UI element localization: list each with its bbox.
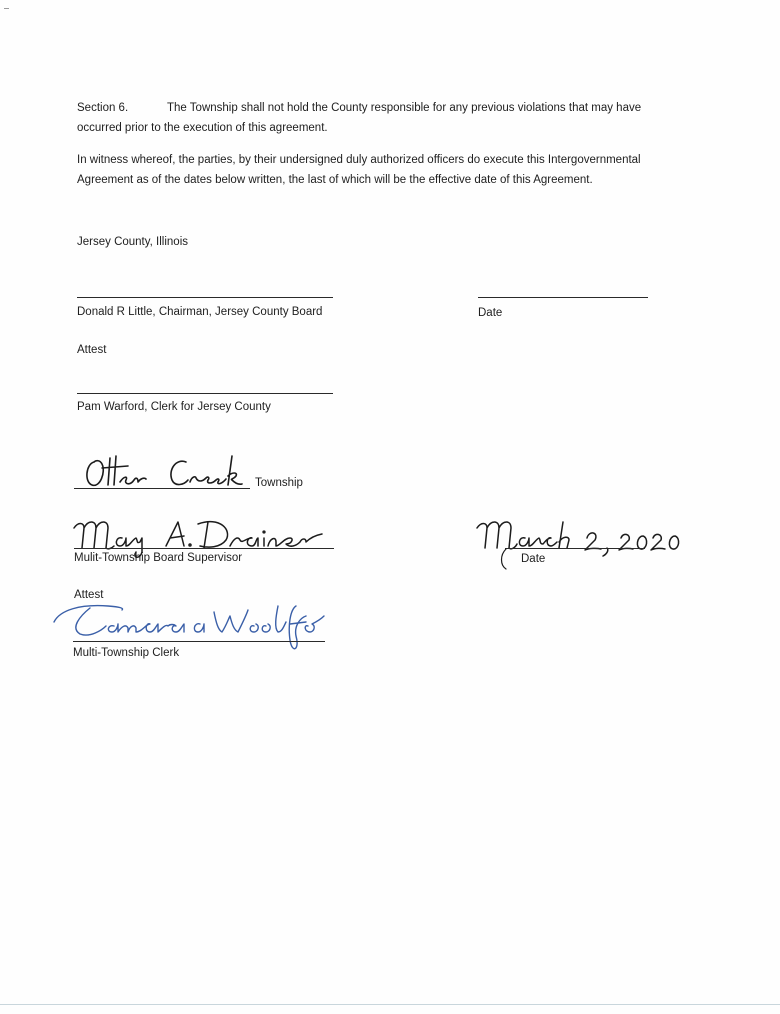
scan-mark	[4, 8, 9, 9]
county-date-line	[478, 297, 648, 298]
chairman-caption: Donald R Little, Chairman, Jersey County Board	[77, 306, 323, 318]
witness-text-line-1: In witness whereof, the parties, by their undersigned duly authorized officers do execute this Intergovernmental	[77, 154, 641, 166]
chairman-signature-line	[77, 297, 333, 298]
section-6-text-line-1: The Township shall not hold the County responsible for any previous violations that may have	[167, 102, 642, 114]
county-name: Jersey County, Illinois	[77, 236, 188, 248]
county-date-caption: Date	[478, 307, 503, 319]
township-name-line	[74, 488, 250, 489]
supervisor-caption: Mulit-Township Board Supervisor	[74, 552, 243, 564]
page-bottom-edge	[0, 1004, 780, 1005]
township-clerk-signature-line	[73, 641, 325, 642]
county-clerk-signature-line	[77, 393, 333, 394]
township-date-caption: Date	[521, 553, 546, 565]
supervisor-signature-line	[74, 548, 334, 549]
township-date-line	[505, 548, 645, 549]
township-word: Township	[255, 477, 303, 489]
section-6-text-line-2: occurred prior to the execution of this agreement.	[77, 122, 328, 134]
township-attest-label: Attest	[74, 589, 104, 601]
township-clerk-caption: Multi-Township Clerk	[73, 647, 180, 659]
date-line-tick	[498, 547, 512, 573]
witness-text-line-2: Agreement as of the dates below written, the last of which will be the effective date of this Agreement.	[77, 174, 593, 186]
county-clerk-caption: Pam Warford, Clerk for Jersey County	[77, 401, 271, 413]
section-6-label: Section 6.	[77, 102, 129, 114]
county-attest-label: Attest	[77, 344, 107, 356]
